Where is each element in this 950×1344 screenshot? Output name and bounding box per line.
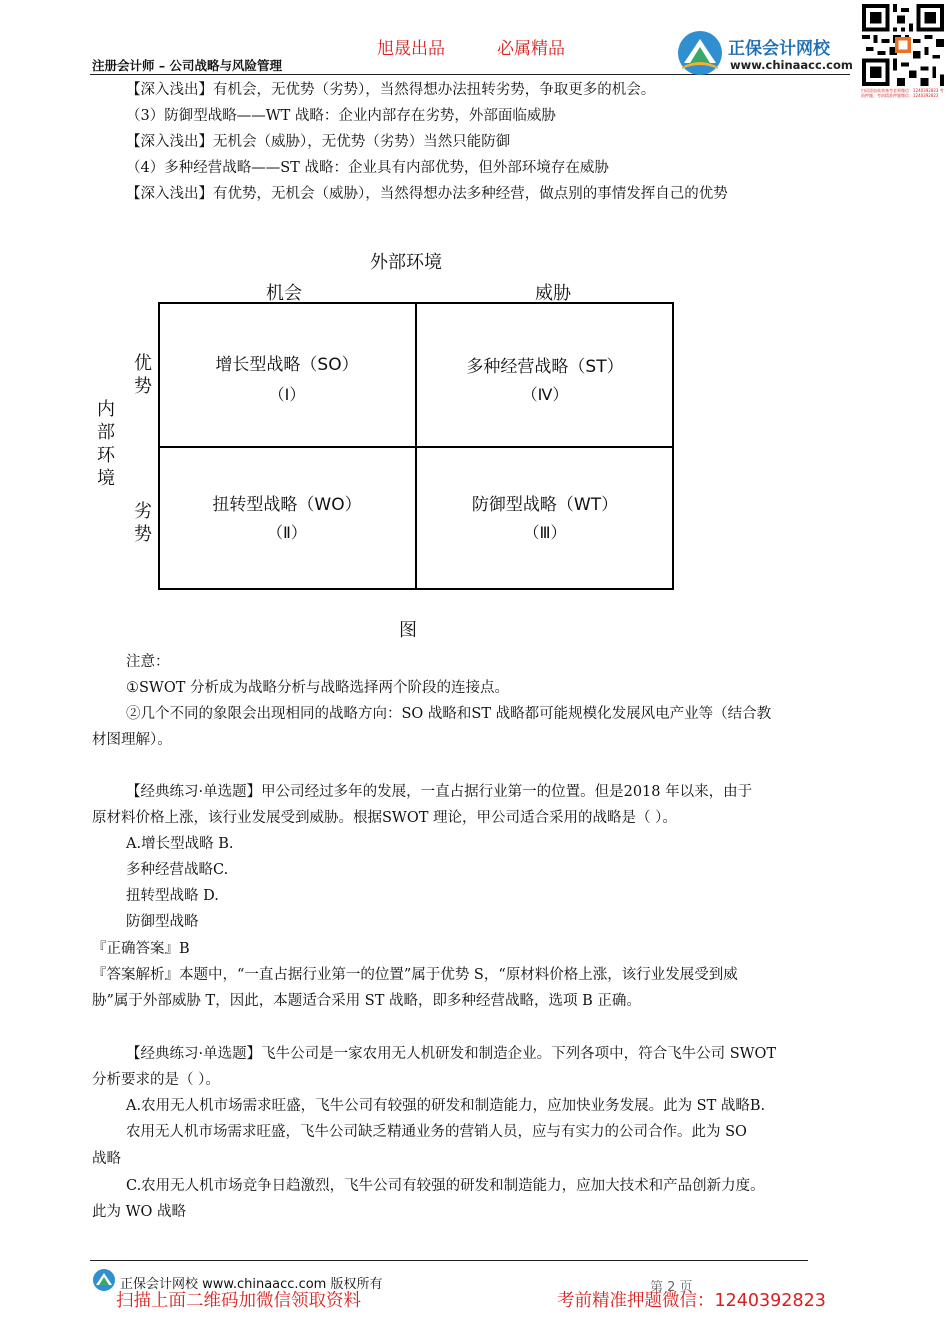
cell-st-number: （Ⅳ） (521, 385, 569, 404)
footer-rule (90, 1260, 808, 1261)
note-1: ①SWOT 分析成为战略分析与战略选择两个阶段的连接点。 (126, 680, 510, 696)
body-line-5: 【深入浅出】有优势，无机会（威胁），当然得想办法多种经营，做点别的事情发挥自己的优势 (126, 186, 728, 202)
col-threat-label: 威胁 (535, 283, 571, 304)
cell-wt-label: 防御型战略（WT） (471, 495, 619, 515)
qr-code-icon (862, 4, 944, 86)
row-strength-label: 优 势 (134, 353, 152, 397)
q1-analysis-line-1: 『答案解析』本题中，“一直占据行业第一的位置”属于优势 S，“原材料价格上涨，该行业发展受到威 (92, 967, 738, 983)
swot-matrix (158, 302, 674, 590)
col-opportunity-label: 机会 (266, 283, 302, 304)
footer-copyright: 正保会计网校 www.chinaacc.com 版权所有 (120, 1277, 383, 1292)
body-line-4: （4）多种经营战略——ST 战略：企业具有内部优势，但外部环境存在威胁 (126, 160, 609, 176)
note-2-line-1: ②几个不同的象限会出现相同的战略方向：SO 战略和ST 战略都可能规模化发展风电产业等（结合教 (126, 706, 772, 722)
footer-logo-icon (92, 1268, 116, 1292)
qr-caption: 扫码添加高效备考老师微信：1240392823 考前押题，考前精准押题微信：1240392823 (861, 88, 944, 98)
body-line-3: 【深入浅出】无机会（威胁），无优势（劣势）当然只能防御 (126, 134, 511, 150)
cell-wo-label: 扭转型战略（WO） (212, 495, 362, 515)
cell-so-label: 增长型战略（SO） (215, 355, 359, 375)
q1-analysis-line-2: 胁”属于外部威胁 T，因此，本题适合采用 ST 战略，即多种经营战略，选项 B 正确。 (92, 993, 641, 1009)
chinaacc-logo (676, 28, 856, 78)
body-line-2: （3）防御型战略——WT 战略：企业内部存在劣势，外部面临威胁 (126, 108, 556, 124)
q2-option-a: A.农用无人机市场需求旺盛，飞牛公司有较强的研发和制造能力，应加快业务发展。此为 ST 战略B. (126, 1098, 766, 1114)
internal-env-label: 内 部 环 境 (97, 399, 115, 489)
q1-answer: 『正确答案』B (92, 941, 190, 957)
swot-grid (158, 302, 674, 590)
logo-name: 正保会计网校 (728, 39, 830, 59)
footer-page-number: 第 2 页 (650, 1280, 693, 1295)
q1-option-b: 多种经营战略C. (126, 862, 229, 878)
notes-title: 注意： (126, 654, 170, 670)
q1-stem-line-2: 原材料价格上涨，该行业发展受到威胁。根据SWOT 理论，甲公司适合采用的战略是（ ）。 (92, 810, 677, 826)
q1-option-a: A.增长型战略 B. (126, 836, 234, 852)
q2-option-b-line-1: 农用无人机市场需求旺盛，飞牛公司缺乏精通业务的营销人员，应与有实力的公司合作。此为 SO (126, 1124, 747, 1140)
doc-title: 注册会计师 – 公司战略与风险管理 (92, 58, 282, 73)
q2-stem-line-1: 【经典练习·单选题】飞牛公司是一家农用无人机研发和制造企业。下列各项中，符合飞牛公司 SWOT (126, 1046, 777, 1062)
q1-option-d: 防御型战略 (126, 914, 199, 930)
logo-url: www.chinaacc.com (730, 58, 853, 72)
header-promo-left: 旭晟出品 (377, 39, 445, 59)
note-2-line-2: 材图理解）。 (92, 732, 172, 748)
figure-caption: 图 (399, 620, 417, 641)
q2-option-c-line-2: 此为 WO 战略 (92, 1204, 187, 1220)
cell-wo-number: （Ⅱ） (267, 523, 307, 542)
q1-stem-line-1: 【经典练习·单选题】甲公司经过多年的发展，一直占据行业第一的位置。但是2018 年以来，由于 (126, 784, 753, 800)
logo-emblem-icon (676, 29, 724, 77)
external-env-label: 外部环境 (370, 252, 442, 273)
header-promo-right: 必属精品 (497, 39, 565, 59)
q1-option-c: 扭转型战略 D. (126, 888, 219, 904)
footer-promo-left: 扫描上面二维码加微信领取资料 (116, 1291, 361, 1311)
q2-stem-line-2: 分析要求的是（ ）。 (92, 1072, 220, 1088)
q2-option-c-line-1: C.农用无人机市场竞争日趋激烈，飞牛公司有较强的研发和制造能力，应加大技术和产品创新力度。 (126, 1178, 765, 1194)
cell-so-number: （Ⅰ） (268, 385, 306, 404)
row-weakness-label: 劣 势 (134, 501, 152, 545)
cell-st-label: 多种经营战略（ST） (466, 357, 624, 377)
body-line-1: 【深入浅出】有机会，无优势（劣势），当然得想办法扭转劣势，争取更多的机会。 (126, 82, 656, 98)
cell-wt-number: （Ⅲ） (523, 523, 567, 542)
footer-promo-right: 考前精准押题微信：1240392823 (557, 1291, 826, 1311)
q2-option-b-line-2: 战略 (92, 1151, 121, 1167)
